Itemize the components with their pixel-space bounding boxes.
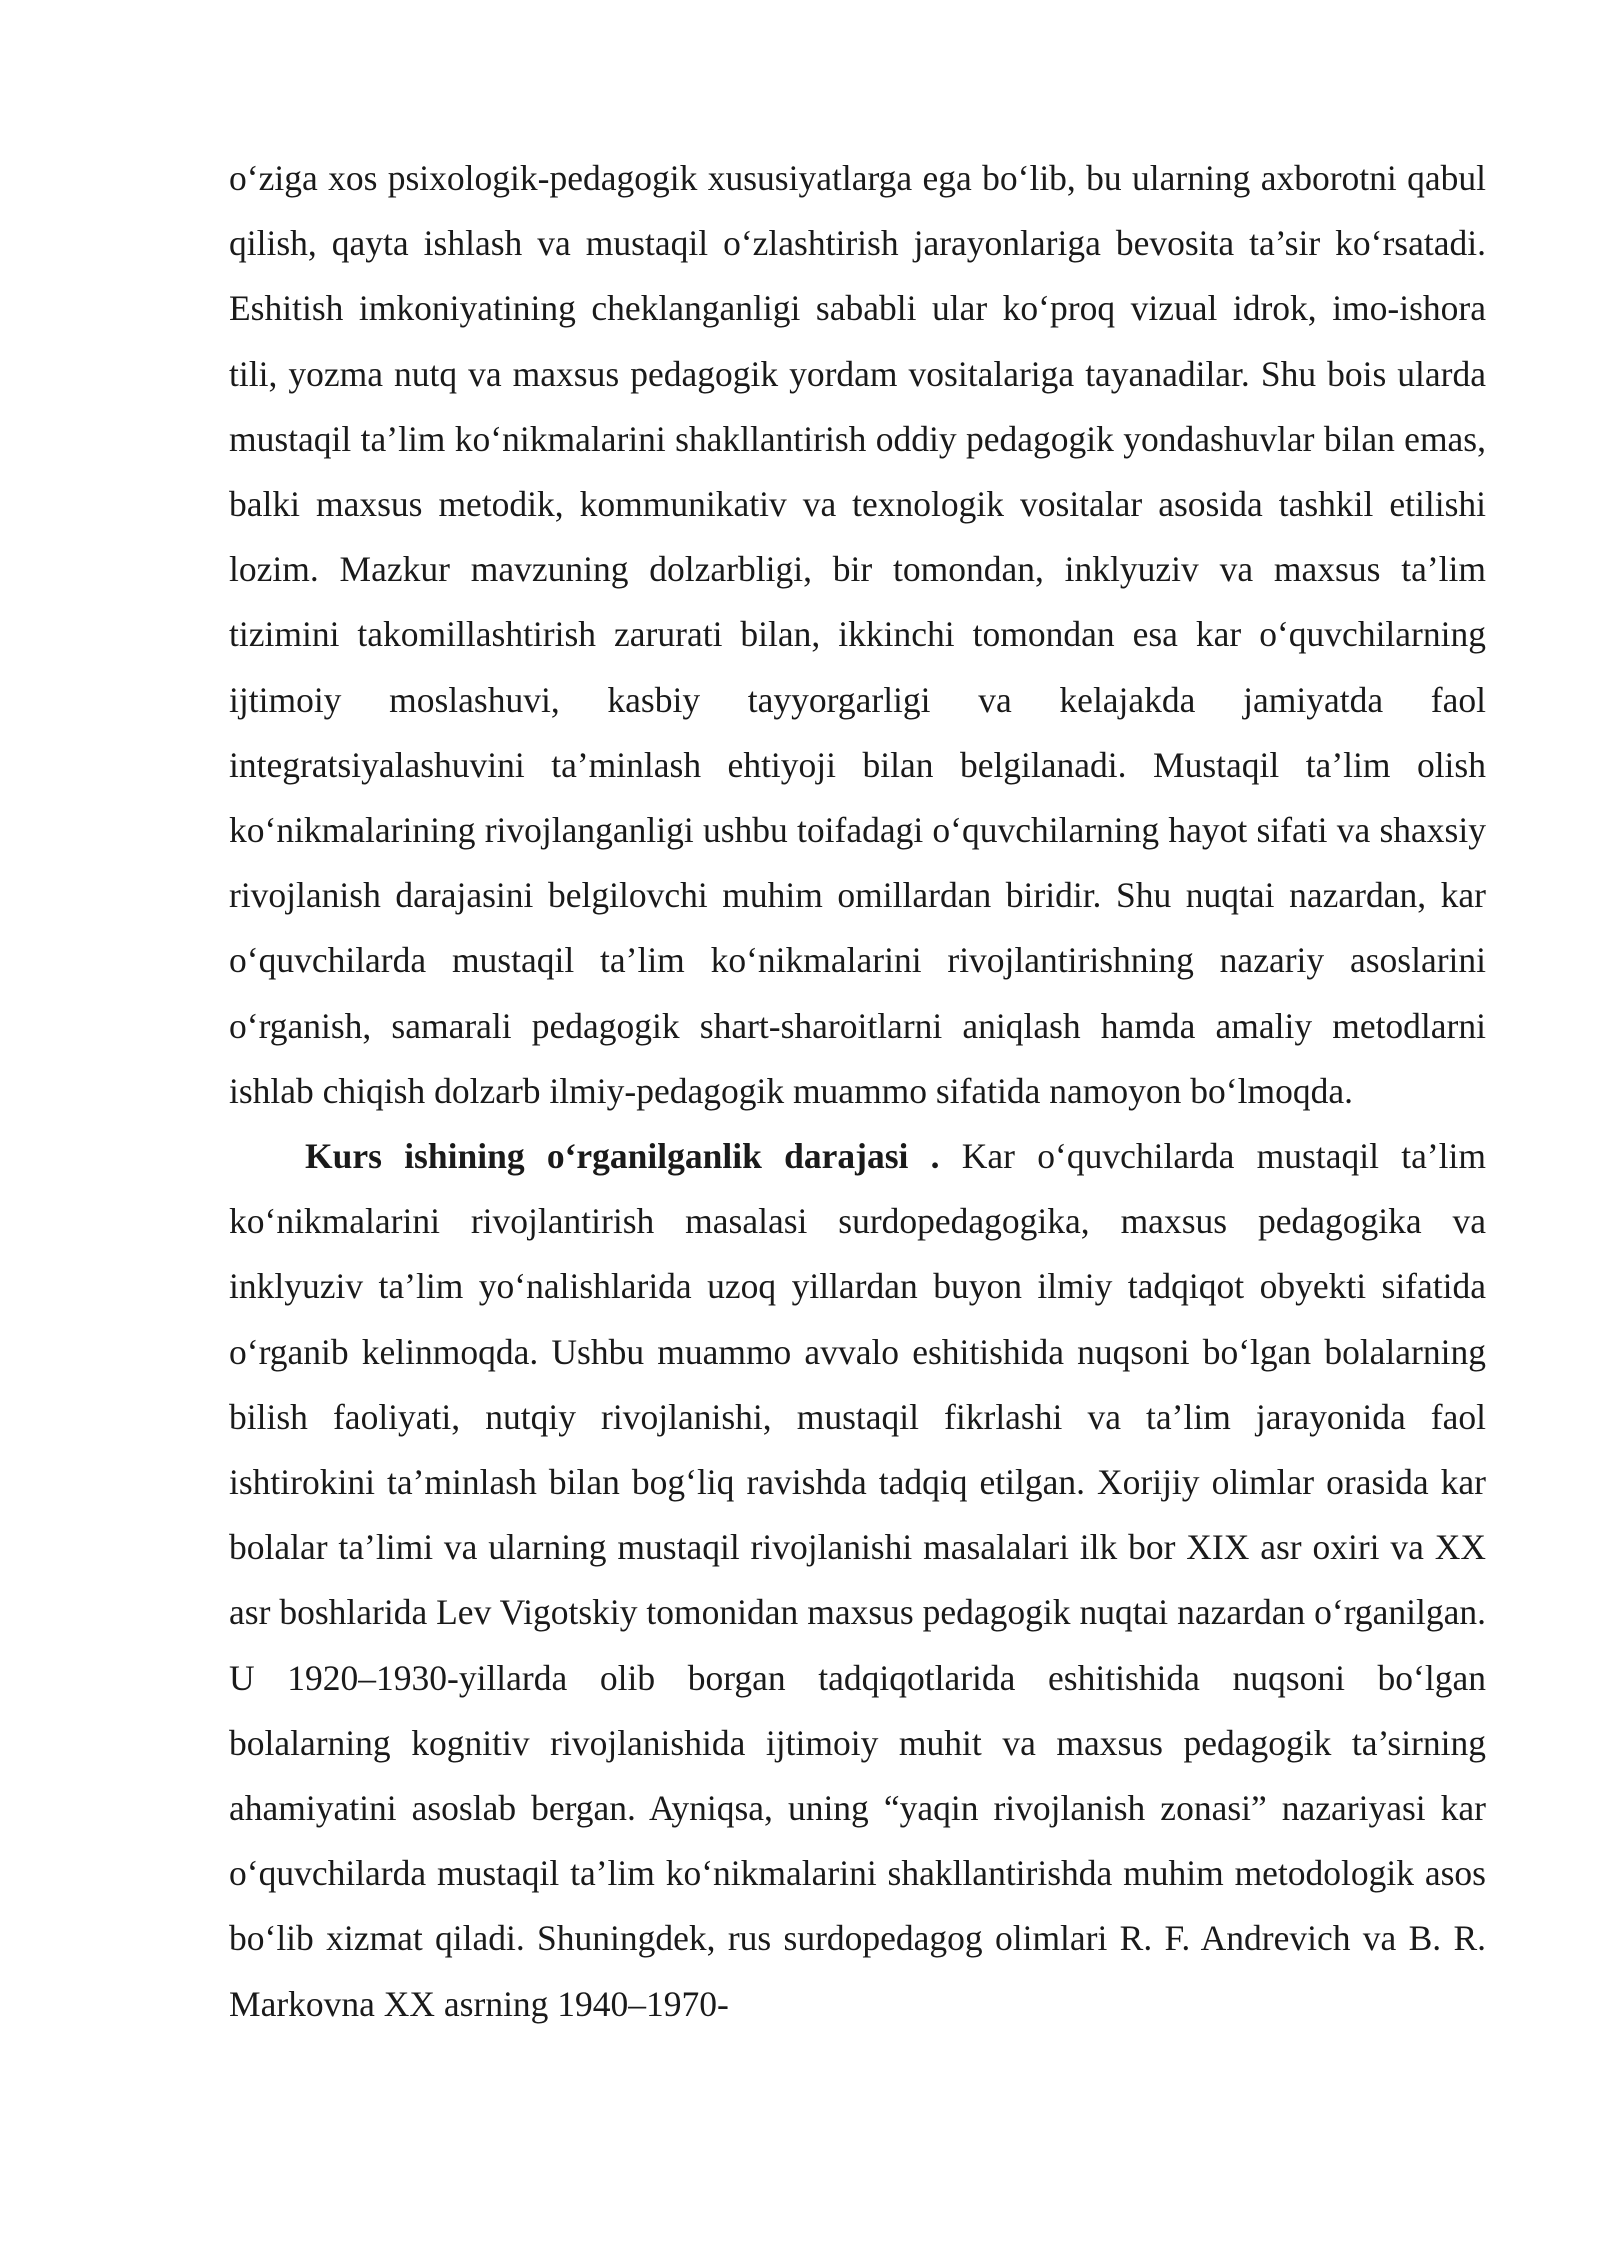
paragraph-1: o‘ziga xos psixologik-pedagogik xususiyatlarga ega bo‘lib, bu ularning axborotni qabul qilish, qayta ishlash va mustaqil o‘zlashtirish jarayonlariga bevosita ta’sir ko‘rsatadi. Eshitish imkoniyatining cheklanganligi sababli ular ko‘proq vizual idrok, imo-ishora tili, yozma nutq va maxsus pedagogik yordam vositalariga tayanadilar. Shu bois ularda mustaqil ta’lim ko‘nikmalarini shakllantirish oddiy pedagogik yondashuvlar bilan emas, balki maxsus metodik, kommunikativ va texnologik vositalar asosida tashkil etilishi lozim. Mazkur mavzuning dolzarbligi, bir tomondan, inklyuziv va maxsus ta’lim tizimini takomillashtirish zarurati bilan, ikkinchi tomondan esa kar o‘quvchilarning ijtimoiy moslashuvi, kasbiy tayyorgarligi va kelajakda jamiyatda faol integratsiyalashuvini ta’minlash ehtiyoji bilan belgilanadi. Mustaqil ta’lim olish ko‘nikmalarining rivojlanganligi ushbu toifadagi o‘quvchilarning hayot sifati va shaxsiy rivojlanish darajasini belgilovchi muhim omillardan biridir. Shu nuqtai nazardan, kar o‘quvchilarda mustaqil ta’lim ko‘nikmalarini rivojlantirishning nazariy asoslarini o‘rganish, samarali pedagogik shart-sharoitlarni aniqlash hamda amaliy metodlarni ishlab chiqish dolzarb ilmiy-pedagogik muammo sifatida namoyon bo‘lmoqda. — [229, 158, 1486, 1111]
section-heading-study-level: Kurs ishining o‘rganilganlik darajasi . — [305, 1136, 940, 1177]
paragraph-2-body: Kar o‘quvchilarda mustaqil ta’lim ko‘nikmalarini rivojlantirish masalasi surdopedagogika, maxsus pedagogika va inklyuziv ta’lim yo‘nalishlarida uzoq yillardan buyon ilmiy tadqiqot obyekti sifatida o‘rganib kelinmoqda. Ushbu muammo avvalo eshitishida nuqsoni bo‘lgan bolalarning bilish faoliyati, nutqiy rivojlanishi, mustaqil fikrlashi va ta’lim jarayonida faol ishtirokini ta’minlash bilan bog‘liq ravishda tadqiq etilgan. Xorijiy olimlar orasida kar bolalar ta’limi va ularning mustaqil rivojlanishi masalalari ilk bor XIX asr oxiri va XX asr boshlarida Lev Vigotskiy tomonidan maxsus pedagogik nuqtai nazardan o‘rganilgan. U 1920–1930-yillarda olib borgan tadqiqotlarida eshitishida nuqsoni bo‘lgan bolalarning kognitiv rivojlanishida ijtimoiy muhit va maxsus pedagogik ta’sirning ahamiyatini asoslab bergan. Ayniqsa, uning “yaqin rivojlanish zonasi” nazariyasi kar o‘quvchilarda mustaqil ta’lim ko‘nikmalarini shakllantirishda muhim metodologik asos bo‘lib xizmat qiladi. Shuningdek, rus surdopedagog olimlari R. F. Andrevich va B. R. Markovna XX asrning 1940–1970- — [229, 1136, 1486, 2024]
document-body — [229, 146, 1486, 2037]
paragraph-2 — [229, 1124, 1486, 2037]
